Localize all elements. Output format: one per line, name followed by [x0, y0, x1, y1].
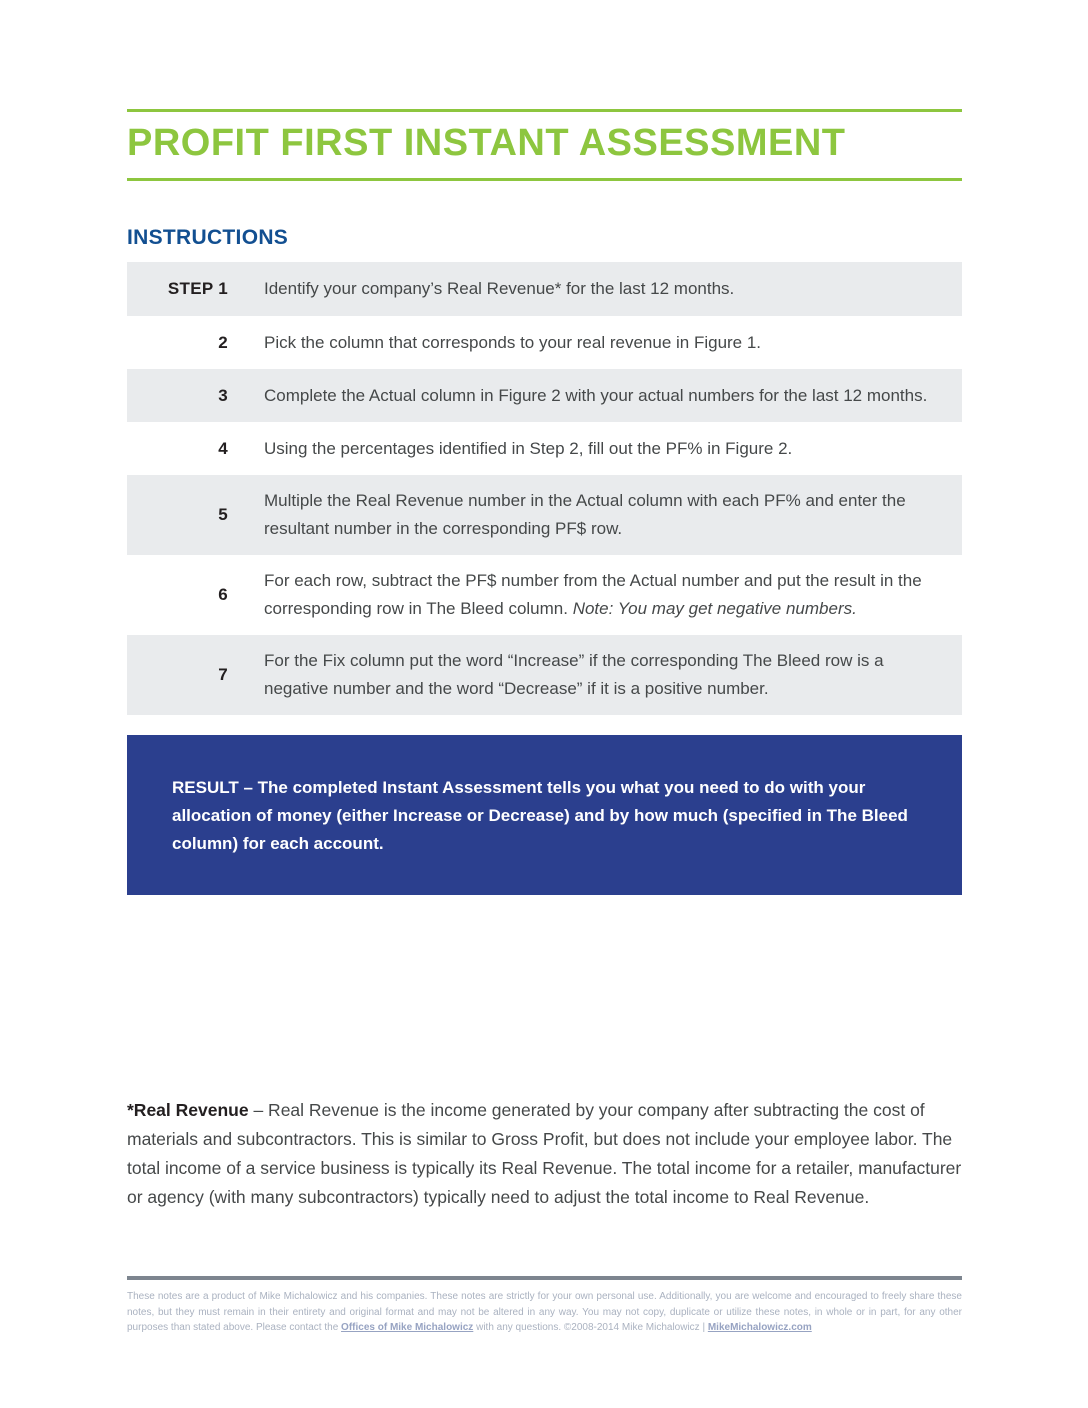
step-row-5 — [127, 475, 962, 555]
step-text-5: Multiple the Real Revenue number in the Actual column with each PF% and enter the resultant number in the corresponding PF$ row. — [264, 491, 906, 538]
step-number-6: 6 — [218, 585, 228, 604]
step-text-2: Pick the column that corresponds to your real revenue in Figure 1. — [264, 332, 762, 352]
page-title: PROFIT FIRST INSTANT ASSESSMENT — [127, 122, 846, 164]
step-text-7: For the Fix column put the word “Increase” if the corresponding The Bleed row is a negative number and the word “Decrease” if it is a positive number. — [264, 651, 884, 698]
step-text-6: For each row, subtract the PF$ number from the Actual number and put the result in the corresponding row in The Bleed column. Note: You may get negative numbers. — [264, 571, 922, 618]
result-callout-box — [127, 735, 962, 895]
instructions-steps-list — [127, 262, 962, 715]
step-text-3: Complete the Actual column in Figure 2 with your actual numbers for the last 12 months. — [264, 385, 928, 405]
step-number-2: 2 — [218, 332, 228, 352]
step-text-1: Identify your company’s Real Revenue* for the last 12 months. — [264, 279, 735, 298]
step-number-4: 4 — [218, 438, 228, 458]
step-row-2 — [127, 316, 962, 369]
green-rule-under-title — [127, 178, 962, 181]
footnote-term: *Real Revenue — [127, 1100, 249, 1120]
step-number-5: 5 — [218, 505, 228, 524]
step-text-4: Using the percentages identified in Step 2, fill out the PF% in Figure 2. — [264, 438, 793, 458]
footer-link-website[interactable]: MikeMichalowicz.com — [707, 1322, 812, 1333]
footer-divider-rule — [127, 1276, 962, 1280]
footnote-body: – Real Revenue is the income generated by your company after subtracting the cost of materials and subcontractors. This is similar to Gross Profit, but does not include your employee labor. The total income of a service business is typically its Real Revenue. The total income for a retailer, manufacturer or agency (with many subcontractors) typically need to adjust the total income to Real Revenue. — [127, 1100, 962, 1207]
footer-link-offices[interactable]: Offices of Mike Michalowicz — [341, 1322, 474, 1333]
result-text: RESULT – The completed Instant Assessment tells you what you need to do with your allocation of money (either Increase or Decrease) and by how much (specified in The Bleed column) for each account. — [172, 778, 908, 853]
step-row-3 — [127, 369, 962, 422]
real-revenue-footnote — [127, 1096, 962, 1212]
step-row-7 — [127, 635, 962, 715]
step-number-1: STEP 1 — [167, 279, 228, 298]
step-row-1 — [127, 262, 962, 316]
step-row-4 — [127, 422, 962, 475]
instructions-heading: INSTRUCTIONS — [127, 226, 289, 249]
green-rule-top — [127, 109, 962, 112]
footer-legal-text: These notes are a product of Mike Michalowicz and his companies. These notes are strictly for your own personal use. Additionally, you are welcome and encouraged to freely share these notes, but they must remain in their entirety and original format and may not be altered in any way. You may not copy, duplicate or utilize these notes, in whole or in part, for any other purposes than stated above. Please contact the Offices of Mike Michalowicz with any questions. ©2008-2014 Mike Michalowicz | MikeMichalowicz.com — [127, 1291, 962, 1333]
step-row-6 — [127, 555, 962, 635]
step-number-7: 7 — [218, 665, 228, 684]
step-number-3: 3 — [218, 385, 228, 405]
step-6-italic-note: Note: You may get negative numbers. — [572, 599, 857, 618]
